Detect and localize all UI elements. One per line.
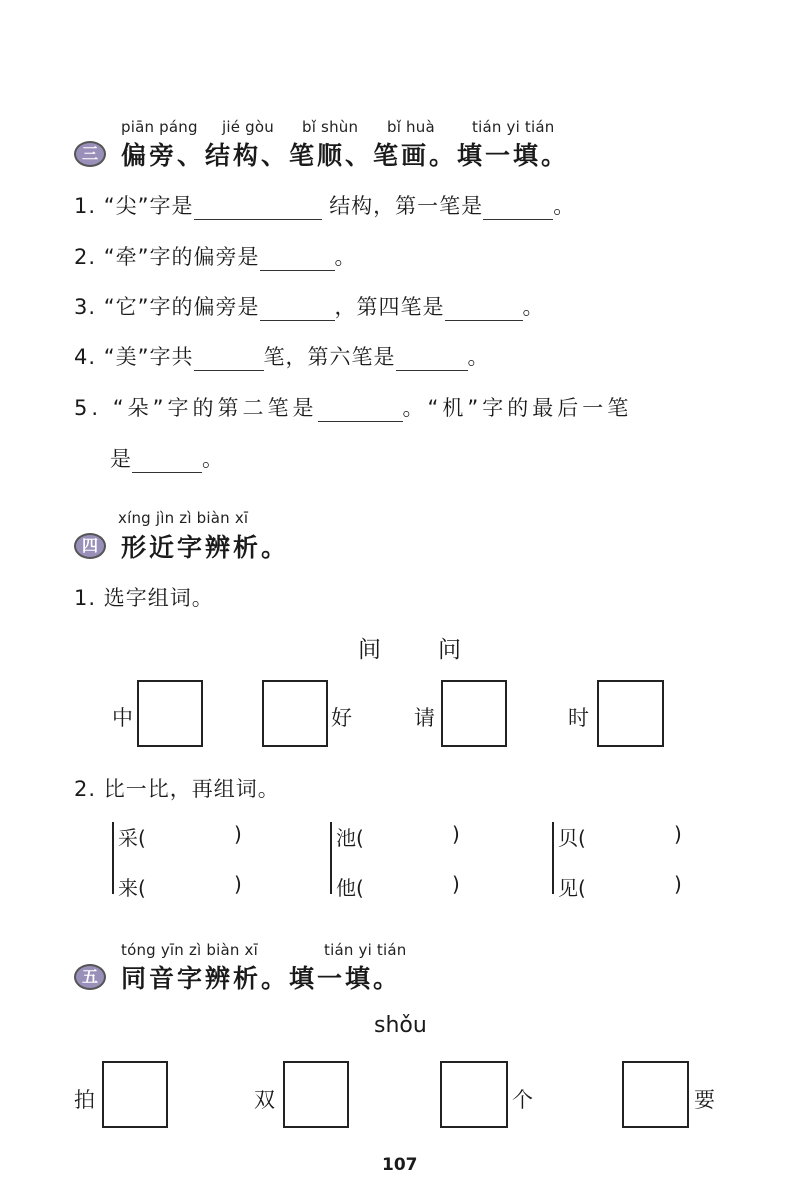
question-text: 结构，第一笔是 bbox=[329, 194, 484, 218]
syllable: shǒu bbox=[374, 1013, 427, 1038]
q1-label: 1. 选字组词。 bbox=[74, 586, 214, 610]
answer-box[interactable] bbox=[441, 680, 507, 747]
question-text: “尖”字是 bbox=[103, 194, 194, 218]
question-text: “牵”字的偏旁是 bbox=[103, 245, 260, 269]
question-text: 笔，第六笔是 bbox=[263, 345, 396, 369]
answer-box[interactable] bbox=[622, 1061, 689, 1128]
question-number: 1. bbox=[74, 194, 97, 218]
pinyin-tianyitian: tián yi tián bbox=[324, 941, 407, 959]
question-3 bbox=[74, 291, 545, 321]
pinyin-jiegou: jié gòu bbox=[222, 118, 274, 136]
answer-blank[interactable] bbox=[260, 248, 335, 271]
paren-close: ) bbox=[674, 822, 682, 846]
paren-close: ) bbox=[674, 872, 682, 896]
question-5-continued bbox=[110, 443, 224, 473]
pinyin-pianpang: piān páng bbox=[121, 118, 198, 136]
question-text: 。 bbox=[202, 447, 224, 471]
q2-label: 2. 比一比，再组词。 bbox=[74, 777, 280, 801]
question-number: 5. bbox=[74, 396, 103, 420]
question-text: ，第四笔是 bbox=[334, 295, 445, 319]
section-4-badge: 四 bbox=[74, 533, 106, 559]
page-number: 107 bbox=[382, 1155, 418, 1175]
answer-box[interactable] bbox=[597, 680, 664, 747]
question-text: “朵”字的第二笔是 bbox=[112, 396, 318, 420]
cell-char: 双 bbox=[254, 1088, 275, 1112]
question-text: “它”字的偏旁是 bbox=[103, 295, 260, 319]
question-text: 。 bbox=[467, 345, 490, 369]
cell-char: 好 bbox=[331, 706, 352, 730]
answer-blank[interactable] bbox=[260, 298, 335, 321]
pinyin-tongyinzibianxi: tóng yīn zì biàn xī bbox=[121, 941, 258, 959]
question-text: 。 bbox=[553, 194, 576, 218]
pair-bottom: 见( bbox=[558, 876, 586, 900]
question-number: 3. bbox=[74, 295, 97, 319]
pinyin-xingjinzibianxi: xíng jìn zì biàn xī bbox=[118, 509, 249, 527]
section-3-title: 偏旁、结构、笔顺、笔画。填一填。 bbox=[121, 141, 570, 170]
cell-char: 个 bbox=[512, 1088, 533, 1112]
question-5 bbox=[74, 392, 632, 422]
question-text: 。 bbox=[334, 245, 357, 269]
answer-blank[interactable] bbox=[445, 298, 523, 321]
answer-box[interactable] bbox=[440, 1061, 508, 1128]
answer-blank[interactable] bbox=[194, 197, 322, 220]
paren-close: ) bbox=[452, 822, 460, 846]
answer-blank[interactable] bbox=[132, 450, 202, 473]
pair-bottom: 他( bbox=[336, 876, 364, 900]
answer-box[interactable] bbox=[102, 1061, 168, 1128]
pair-top: 池( bbox=[336, 826, 364, 850]
question-text: 。“机”字的最后一笔 bbox=[402, 396, 633, 420]
cell-char: 中 bbox=[112, 706, 133, 730]
paren-close: ) bbox=[234, 822, 242, 846]
pinyin-bihua: bǐ huà bbox=[387, 118, 435, 136]
pinyin-bishun: bǐ shùn bbox=[302, 118, 359, 136]
cell-char: 拍 bbox=[74, 1088, 95, 1112]
cell-char: 请 bbox=[414, 706, 435, 730]
section-4-title: 形近字辨析。 bbox=[121, 533, 290, 562]
answer-blank[interactable] bbox=[396, 348, 468, 371]
question-text: “美”字共 bbox=[103, 345, 194, 369]
paren-close: ) bbox=[234, 872, 242, 896]
question-2 bbox=[74, 241, 357, 271]
answer-blank[interactable] bbox=[194, 348, 264, 371]
question-number: 2. bbox=[74, 245, 97, 269]
question-1 bbox=[74, 190, 575, 220]
answer-box[interactable] bbox=[137, 680, 203, 747]
answer-blank[interactable] bbox=[483, 197, 553, 220]
section-5-badge: 五 bbox=[74, 964, 106, 990]
choice-char: 问 bbox=[438, 637, 461, 663]
question-4 bbox=[74, 341, 490, 371]
section-5-title: 同音字辨析。填一填。 bbox=[121, 964, 402, 993]
cell-char: 要 bbox=[694, 1088, 715, 1112]
pair-top: 采( bbox=[118, 826, 146, 850]
answer-box[interactable] bbox=[262, 680, 328, 747]
answer-blank[interactable] bbox=[318, 399, 403, 422]
choice-char: 间 bbox=[358, 637, 381, 663]
question-number: 4. bbox=[74, 345, 97, 369]
cell-char: 时 bbox=[568, 706, 589, 730]
section-3-badge: 三 bbox=[74, 141, 106, 167]
question-text: 是 bbox=[110, 447, 132, 471]
answer-box[interactable] bbox=[283, 1061, 349, 1128]
pair-top: 贝( bbox=[558, 826, 586, 850]
pinyin-tianyitian: tián yi tián bbox=[472, 118, 555, 136]
question-text: 。 bbox=[522, 295, 545, 319]
paren-close: ) bbox=[452, 872, 460, 896]
pair-bottom: 来( bbox=[118, 876, 146, 900]
